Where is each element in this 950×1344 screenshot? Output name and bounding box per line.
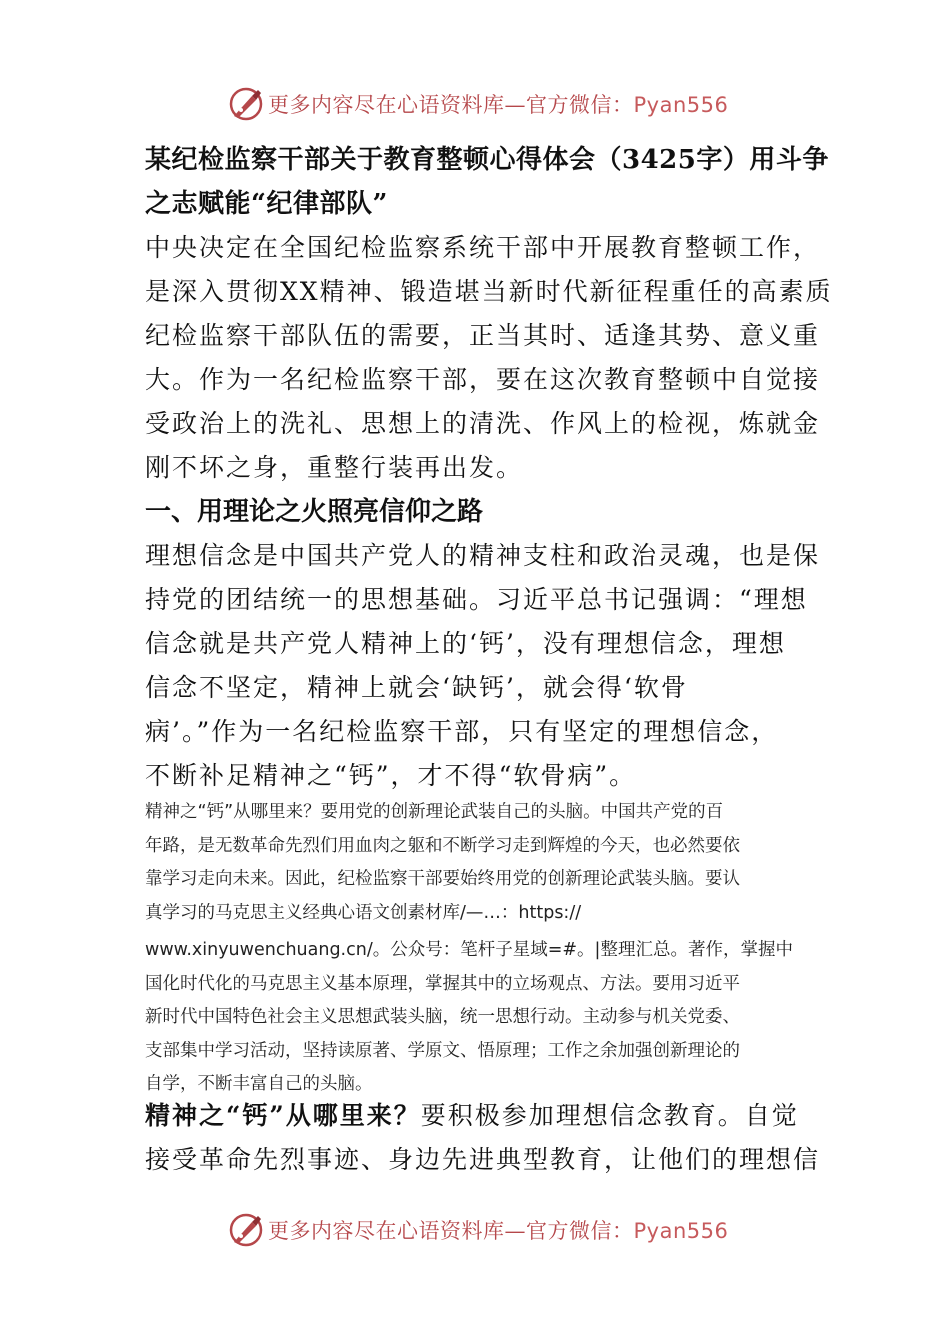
paragraph-line: 大。作为一名纪检监察干部，要在这次教育整顿中自觉接	[145, 365, 821, 394]
bold-lead: 精神之“钙”从哪里来？	[145, 1101, 421, 1130]
paragraph-line: 刚不坏之身，重整行装再出发。	[145, 453, 524, 482]
paragraph-line: 靠学习走向未来。因此，纪检监察干部要始终用党的创新理论武装头脑。要认	[145, 869, 740, 889]
paragraph-line: 病’。”作为一名纪检监察干部，只有坚定的理想信念，	[145, 717, 779, 746]
pen-nib-logo-icon	[228, 86, 264, 122]
header-watermark-banner	[228, 84, 748, 124]
paragraph-line: 新时代中国特色社会主义思想武装头脑，统一思想行动。主动参与机关党委、	[145, 1007, 740, 1027]
paragraph-line: 真学习的马克思主义经典心语文创素材库/—…：https://	[145, 902, 582, 923]
document-title	[145, 138, 829, 226]
paragraph-line: 信念不坚定，精神上就会‘缺钙’，就会得‘软骨	[145, 673, 688, 702]
paragraph-line: 支部集中学习活动，坚持读原著、学原文、悟原理；工作之余加强创新理论的	[145, 1040, 740, 1061]
small-paragraph	[145, 796, 805, 1102]
intro-paragraph	[145, 226, 833, 490]
paragraph-line	[145, 1094, 805, 1138]
paragraph-line: 信念就是共产党人精神上的‘钙’，没有理想信念，理想	[145, 629, 786, 658]
section-heading: 一、用理论之火照亮信仰之路	[145, 497, 484, 527]
paragraph-line: 受政治上的洗礼、思想上的清洗、作风上的检视，炼就金	[145, 409, 821, 438]
paragraph-line: 中央决定在全国纪检监察系统干部中开展教育整顿工作，	[145, 233, 821, 262]
section-paragraph	[145, 534, 821, 798]
paragraph-line: 不断补足精神之“钙”，才不得“软骨病”。	[145, 761, 637, 790]
banner-text: 更多内容尽在心语资料库—官方微信：Pyan556	[268, 1219, 729, 1243]
pen-nib-logo-icon	[228, 1212, 264, 1248]
paragraph-rest: 要积极参加理想信念教育。自觉	[420, 1101, 799, 1130]
banner-text: 更多内容尽在心语资料库—官方微信：Pyan556	[268, 93, 729, 117]
footer-watermark-banner	[228, 1210, 748, 1250]
title-line: 某纪检监察干部关于教育整顿心得体会（3425字）用斗争	[145, 145, 829, 175]
paragraph-line: 纪检监察干部队伍的需要，正当其时、适逢其势、意义重	[145, 321, 821, 350]
paragraph-line: 持党的团结统一的思想基础。习近平总书记强调：“理想	[145, 585, 808, 614]
paragraph-line: 年路，是无数革命先烈们用血肉之躯和不断学习走到辉煌的今天，也必然要依	[145, 835, 740, 856]
paragraph-line: 理想信念是中国共产党人的精神支柱和政治灵魂，也是保	[145, 541, 821, 570]
paragraph-line: 国化时代化的马克思主义基本原理，掌握其中的立场观点、方法。要用习近平	[145, 973, 740, 994]
final-paragraph	[145, 1094, 821, 1182]
paragraph-line: 是深入贯彻XX精神、锻造堪当新时代新征程重任的高素质	[145, 277, 833, 306]
paragraph-line: 自学，不断丰富自己的头脑。	[145, 1074, 373, 1094]
paragraph-line: 接受革命先烈事迹、身边先进典型教育，让他们的理想信	[145, 1145, 821, 1174]
paragraph-line: www.xinyuwenchuang.cn/。公众号：笔杆子星域=#。|整理汇总。著作，掌握中	[145, 940, 793, 960]
title-line: 之志赋能“纪律部队”	[145, 189, 388, 219]
paragraph-line: 精神之“钙”从哪里来？要用党的创新理论武装自己的头脑。中国共产党的百	[145, 802, 724, 822]
